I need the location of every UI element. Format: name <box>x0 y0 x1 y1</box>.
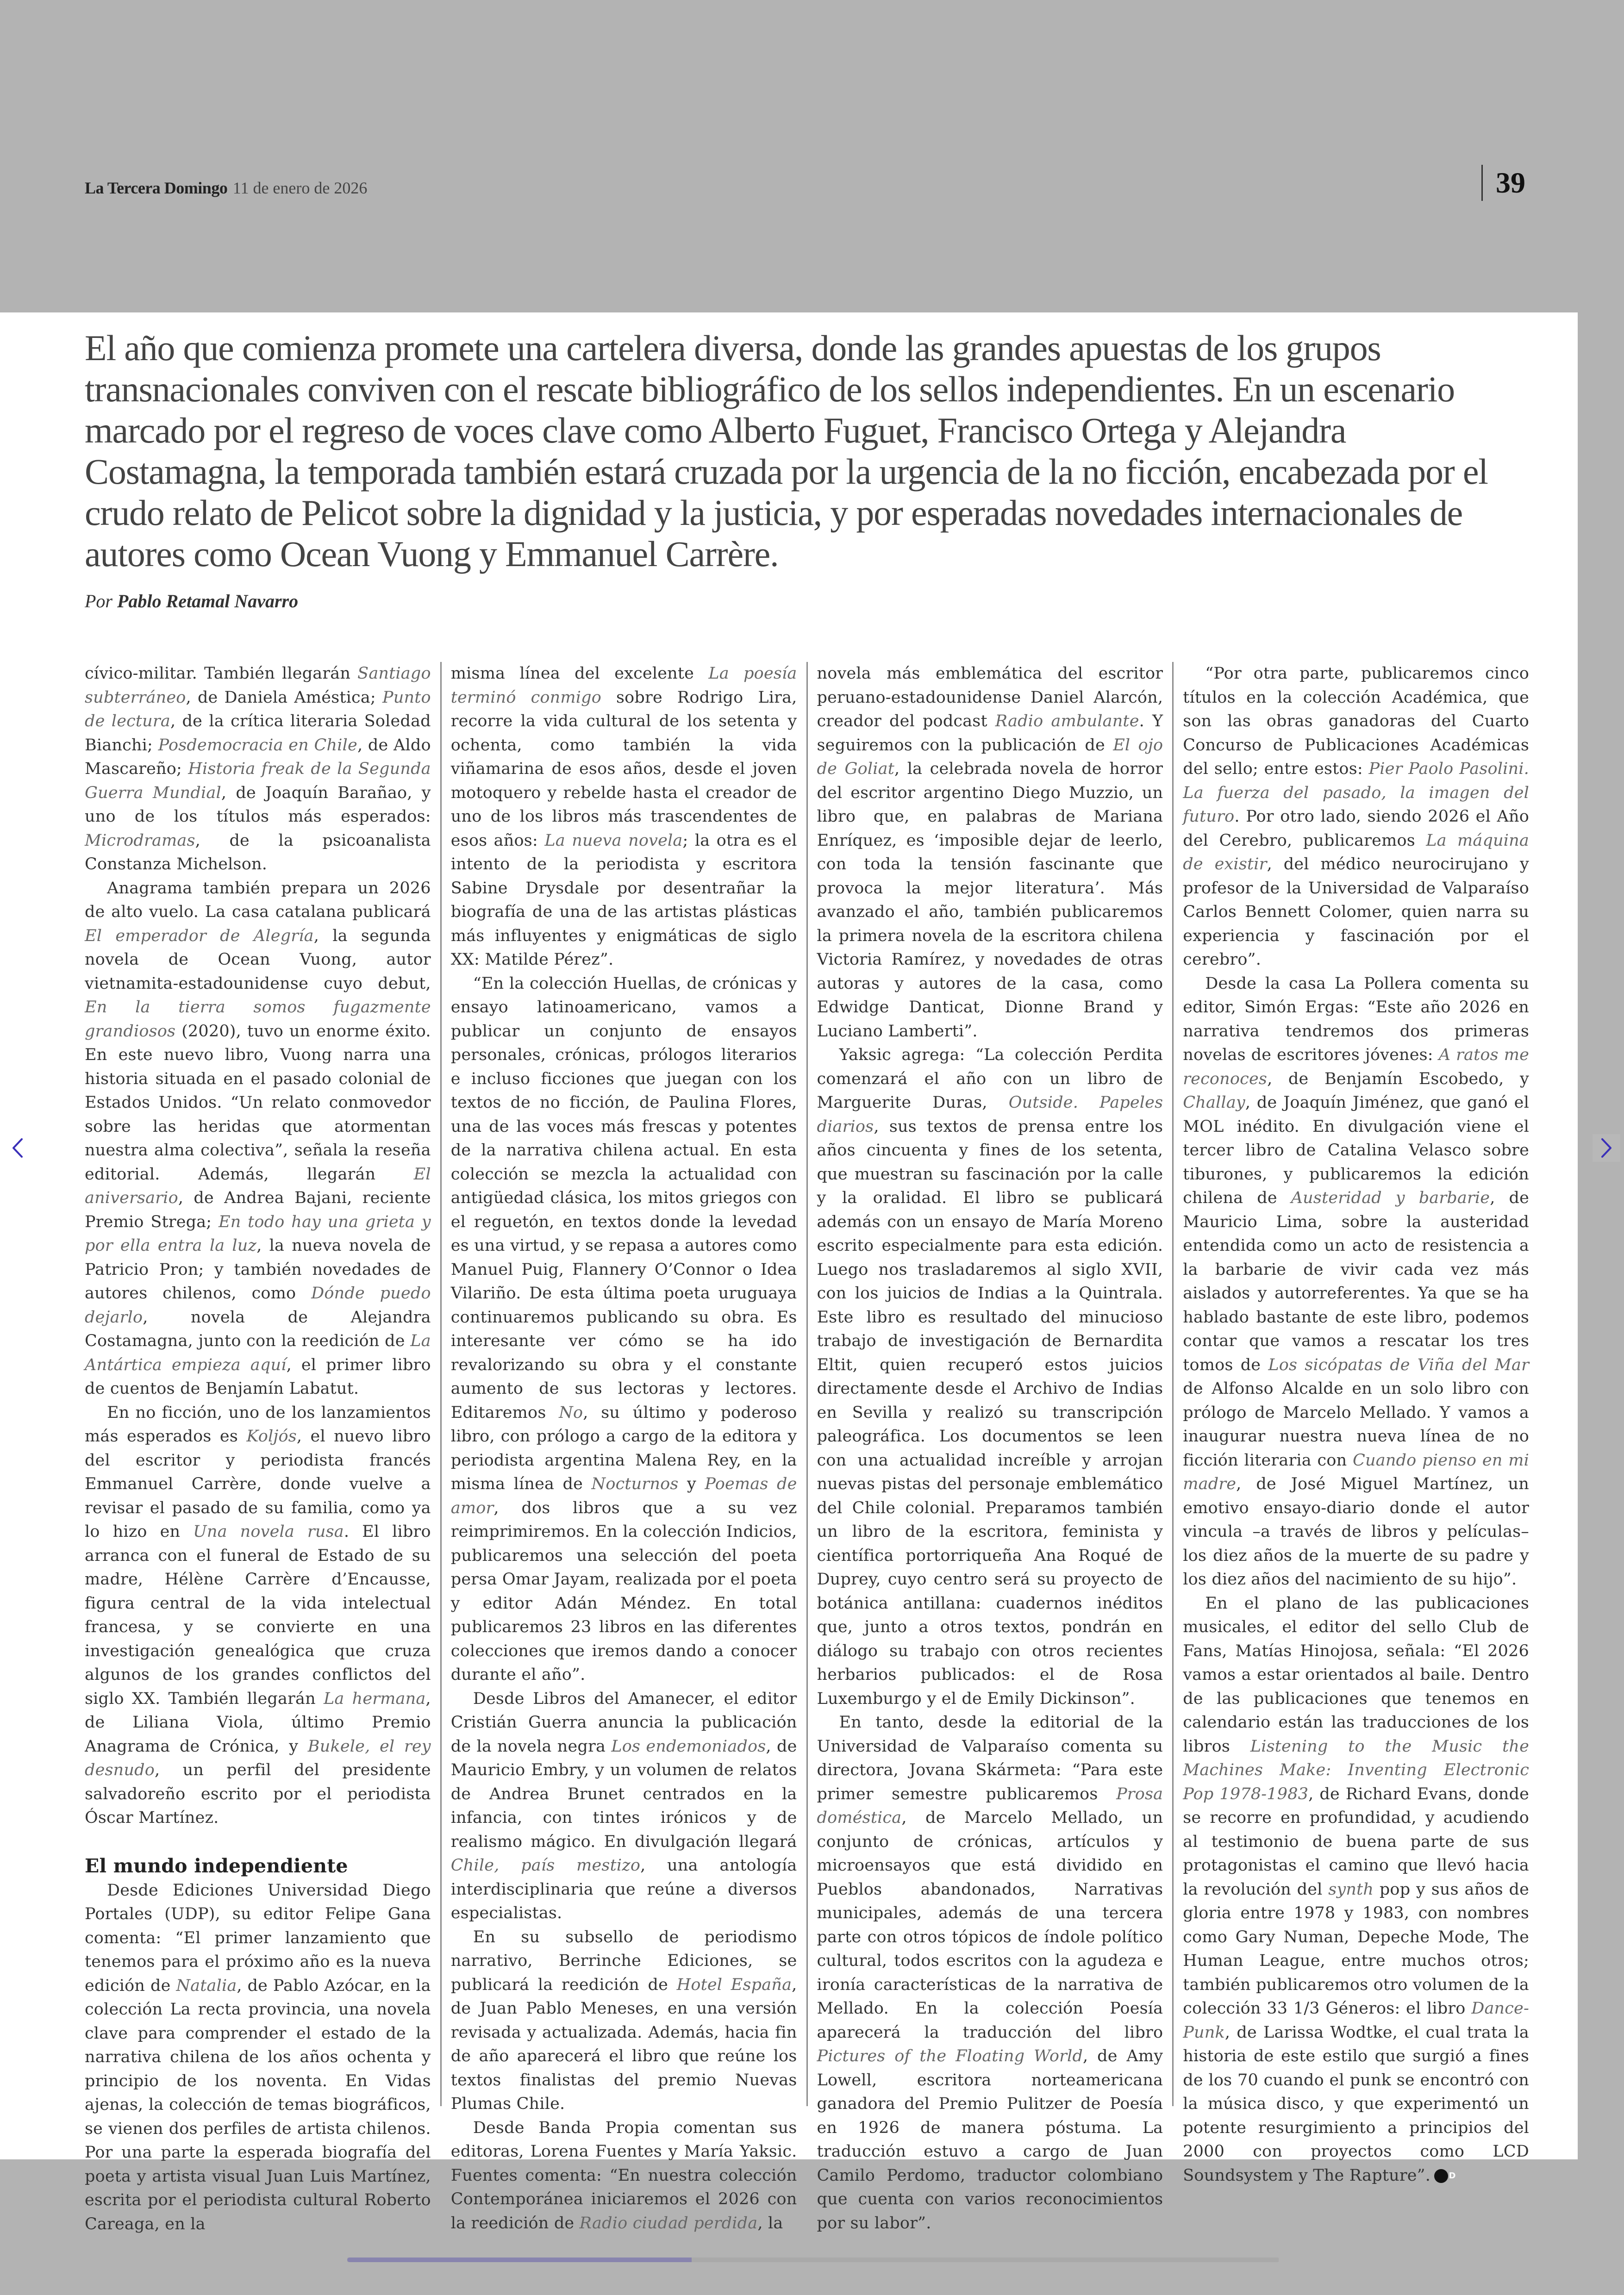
masthead <box>85 178 367 198</box>
paragraph: novela más emblemática del escritor peruano-estadounidense Daniel Alarcón, creador del podcast Radio ambulante. Y seguiremos con la publicación de El ojo de Goliat, la celebrada novela de horror del escritor argentino Diego Muzzio, un libro que, en palabras de Mariana Enríquez, es ‘imposible dejar de leerlo, con toda la tensión fascinante que provoca la mejor literatura’. Más avanzado el año, también publicaremos la primera novela de la escritora chilena Victoria Ramírez, y novedades de otras autoras y autores de la casa, como Edwidge Danticat, Dionne Brand y Luciano Lamberti”. <box>817 664 1163 1041</box>
paragraph: cívico-militar. También llegarán Santiago subterráneo, de Daniela Améstica; Punto de lectura, de la crítica literaria Soledad Bianchi; Posdemocracia en Chile, de Aldo Mascareño; Historia freak de la Segunda Guerra Mundial, de Joaquín Barañao, y uno de los títulos más esperados: Microdramas, de la psicoanalista Constanza Michelson. <box>85 664 431 873</box>
paragraph: Desde la casa La Pollera comenta su editor, Simón Ergas: “Este año 2026 en narrativa tendremos dos primeras novelas de escritores jóvenes: A ratos me reconoces, de Benjamín Escobedo, y Challay, de Joaquín Jiménez, que ganó el MOL inédito. En divulgación viene el tercer libro de Catalina Velasco sobre tiburones, y publicaremos la edición chilena de Austeridad y barbarie, de Mauricio Lima, sobre la austeridad entendida como un acto de resistencia a la barbarie de vivir cada vez más aislados y autorreferentes. Ya que se ha hablado bastante de este libro, podemos contar que vamos a rescatar los tres tomos de Los sicópatas de Viña del Mar de Alfonso Alcalde en un solo libro con prólogo de Marcelo Mellado. Y vamos a inaugurar nuestra nueva línea de no ficción literaria con Cuando pienso en mi madre, de José Miguel Martínez, un emotivo ensayo-diario donde el autor vincula –a través de libros y películas– los diez años de la muerte de su padre y los diez años del nacimiento de su hijo”. <box>1183 974 1530 1589</box>
publication-date: 11 de enero de 2026 <box>232 179 368 197</box>
paragraph: Yaksic agrega: “La colección Perdita comenzará el año con un libro de Marguerite Duras, Outside. Papeles diarios, sus textos de prensa entre los años cincuenta y fines de los setenta, que muestran su fascinación por la calle y la oralidad. El libro se publicará además con un ensayo de María Moreno escrito especialmente para esta edición. Luego nos trasladaremos al siglo XVII, con los juicios de Indias a la Quintrala. Este libro es resultado del minucioso trabajo de investigación de Bernardita Eltit, quien recuperó estos juicios directamente desde el Archivo de Indias en Sevilla y realizó su transcripción paleográfica. Los documentos se leen con una actualidad increíble y arrojan nuevas pistas del personaje emblemático del Chile colonial. Preparamos también un libro de la escritora, feminista y científica portorriqueña Ana Roqué de Duprey, cuyo centro será su proyecto de botánica antillana: cuadernos inéditos que, junto a otros textos, pondrán en diálogo su trabajo con otros recientes herbarios publicados: el de Rosa Luxemburgo y el de Emily Dickinson”. <box>817 1046 1163 1708</box>
paragraph: Desde Banda Propia comentan sus editoras, Lorena Fuentes y María Yaksic. Fuentes comenta: “En nuestra colección Contemporánea iniciaremos el 2026 con la reedición de Radio ciudad perdida, la <box>450 2118 797 2233</box>
paragraph: Anagrama también prepara un 2026 de alto vuelo. La casa catalana publicará El emperador de Alegría, la segunda novela de Ocean Vuong, autor vietnamita-estadounidense cuyo debut, En la tierra somos fugazmente grandiosos (2020), tuvo un enorme éxito. En este nuevo libro, Vuong narra una historia situada en el pasado colonial de Estados Unidos. “Un relato conmovedor sobre las heridas que atormentan nuestra alma colectiva”, señala la reseña editorial. Además, llegarán El aniversario, de Andrea Bajani, reciente Premio Strega; En todo hay una grieta y por ella entra la luz, la nueva novela de Patricio Pron; y también novedades de autores chilenos, como Dónde puedo dejarlo, novela de Alejandra Costamagna, junto con la reedición de La Antártica empieza aquí, el primer libro de cuentos de Benjamín Labatut. <box>85 879 431 1398</box>
chevron-right-icon <box>1599 1137 1613 1159</box>
top-margin <box>0 0 1624 312</box>
column-4 <box>1172 662 1538 2185</box>
page-number: 39 <box>1496 166 1525 199</box>
end-of-article-icon: D <box>1434 2169 1448 2183</box>
column-1 <box>85 662 440 2233</box>
paragraph: En el plano de las publicaciones musicales, el editor del sello Club de Fans, Matías Hinojosa, señala: “El 2026 vamos a estar orientados al baile. Dentro de las publicaciones que tenemos en calendario están las traducciones de los libros Listening to the Music the Machines Make: Inventing Electronic Pop 1978-1983, de Richard Evans, donde se recorre en profundidad, y acudiendo al testimonio de buena parte de sus protagonistas el camino que llevó hacia la revolución del synth pop y sus años de gloria entre 1978 y 1983, con nombres como Gary Numan, Depeche Mode, The Human League, entre muchos otros; también publicaremos otro volumen de la colección 33 1/3 Géneros: el libro Dance-Punk, de Larissa Wodtke, el cual trata la historia de este estilo que surgió a fines de los 70 cuando el punk se encontró con la música disco, y que experimentó un potente resurgimiento a principios del 2000 con proyectos como LCD Soundsystem y The Rapture”. D <box>1183 1594 1529 2185</box>
publication-name: La Tercera Domingo <box>85 179 228 197</box>
article-lede: El año que comienza promete una cartelera diversa, donde las grandes apuestas de los grupos transnacionales conviven con el rescate bibliográfico de los sellos independientes. En un escenario marcado por el regreso de voces clave como Alberto Fuguet, Francisco Ortega y Alejandra Costamagna, la temporada también estará cruzada por la urgencia de la no ficción, encabezada por el crudo relato de Pelicot sobre la dignidad y la justicia, y por esperadas novedades internacionales de autores como Ocean Vuong y Emmanuel Carrère. <box>85 328 1488 574</box>
column-2 <box>440 662 806 2233</box>
previous-page-button[interactable] <box>4 1134 31 1162</box>
chevron-left-icon <box>11 1137 25 1159</box>
paragraph: misma línea del excelente La poesía terminó conmigo sobre Rodrigo Lira, recorre la vida cultural de los setenta y ochenta, como también la vida viñamarina de esos años, desde el joven motoquero y rebelde hasta el creador de uno de los libros más trascendentes de esos años: La nueva novela; la otra es el intento de la periodista y escritora Sabine Drysdale por desentrañar la biografía de una de las artistas plásticas más influyentes y enigmáticas de siglo XX: Matilde Pérez”. <box>450 664 797 969</box>
byline-prefix: Por <box>85 591 112 611</box>
paragraph: Desde Ediciones Universidad Diego Portales (UDP), su editor Felipe Gana comenta: “El primer lanzamiento que tenemos para el próximo año es la nueva edición de Natalia, de Pablo Azócar, en la colección La recta provincia, una novela clave para comprender el estado de la narrativa chilena de los años ochenta y principio de los noventa. En Vidas ajenas, la colección de temas biográficos, se vienen dos perfiles de artista chilenos. Por una parte la esperada biografía del poeta y artista visual Juan Luis Martínez, escrita por el periodista cultural Roberto Careaga, en la <box>85 1881 431 2233</box>
byline-author: Pablo Retamal Navarro <box>117 591 299 611</box>
page-number-block <box>1481 164 1525 201</box>
page-number-divider <box>1481 165 1483 201</box>
paragraph: En tanto, desde la editorial de la Universidad de Valparaíso comenta su directora, Jovana Skármeta: “Para este primer semestre publicaremos Prosa doméstica, de Marcelo Mellado, un conjunto de crónicas, artículos y microensayos que está dividido en Pueblos abandonados, Narrativas municipales, además de una tercera parte con otros tópicos de índole político cultural, todos escritos con la agudeza e ironía características de la narrativa de Mellado. En la colección Poesía aparecerá la traducción del libro Pictures of the Floating World, de Amy Lowell, escritora norteamericana ganadora del Premio Pulitzer de Poesía en 1926 de manera póstuma. La traducción estuvo a cargo de Juan Camilo Perdomo, traductor colombiano que cuenta con varios reconocimientos por su labor”. <box>817 1713 1163 2233</box>
paragraph: En su subsello de periodismo narrativo, Berrinche Ediciones, se publicará la reedición de Hotel España, de Juan Pablo Meneses, en una versión revisada y actualizada. Además, hacia fin de año aparecerá el libro que reúne los textos finalistas del premio Nuevas Plumas Chile. <box>450 1927 797 2113</box>
next-page-button[interactable] <box>1593 1134 1620 1162</box>
reading-progress-fill <box>347 2258 692 2262</box>
byline <box>85 590 298 612</box>
paragraph: En no ficción, uno de los lanzamientos más esperados es Koljós, el nuevo libro del escritor y periodista francés Emmanuel Carrère, donde vuelve a revisar el pasado de su familia, como ya lo hizo en Una novela rusa. El libro arranca con el funeral de Estado de su madre, Hélène Carrère d’Encausse, figura central de la vida intelectual francesa, y se convierte en una investigación genealógica que cruza algunos de los grandes conflictos del siglo XX. También llegarán La hermana, de Liliana Viola, último Premio Anagrama de Crónica, y Bukele, el rey desnudo, un perfil del presidente salvadoreño escrito por el periodista Óscar Martínez. <box>85 1403 431 1827</box>
section-subheading: El mundo independiente <box>85 1854 348 1877</box>
page-sheet <box>0 312 1578 2233</box>
paragraph: “En la colección Huellas, de crónicas y ensayo latinoamericano, vamos a publicar un conjunto de ensayos personales, crónicas, prólogos literarios e incluso ficciones que juegan con los textos de no ficción, de Paulina Flores, una de las voces más frescas y potentes de la narrativa chilena actual. En esta colección se mezcla la actualidad con antigüedad clásica, los mitos griegos con el reguetón, en textos donde la levedad es una virtud, y se repasa a autores como Manuel Puig, Flannery O’Connor o Idea Vilariño. De esta última poeta uruguaya continuaremos publicando su obra. Es interesante ver cómo se ha ido revalorizando su obra y el constante aumento de sus lectoras y lectores. Editaremos No, su último y poderoso libro, con prólogo a cargo de la editora y periodista argentina Malena Rey, en la misma línea de Nocturnos y Poemas de amor, dos libros que a su vez reimprimiremos. En la colección Indicios, publicaremos una selección del poeta persa Omar Jayam, realizada por el poeta y editor Adán Méndez. En total publicaremos 23 libros en las diferentes colecciones que iremos dando a conocer durante el año”. <box>450 974 797 1684</box>
paragraph: Desde Libros del Amanecer, el editor Cristián Guerra anuncia la publicación de la novela negra Los endemoniados, de Mauricio Embry, y un volumen de relatos de Andrea Brunet centrados en la infancia, con tintes irónicos y de realismo mágico. En divulgación llegará Chile, país mestizo, una antología interdisciplinaria que reúne a diversos especialistas. <box>450 1689 797 1922</box>
paragraph: “Por otra parte, publicaremos cinco títulos en la colección Académica, que son las obras ganadoras del Cuarto Concurso de Publicaciones Académicas del sello; entre estos: Pier Paolo Pasolini. La fuerza del pasado, la imagen del futuro. Por otro lado, siendo 2026 el Año del Cerebro, publicaremos La máquina de existir, del médico neurocirujano y profesor de la Universidad de Valparaíso Carlos Bennett Colomer, quien narra su experiencia y fascinación por el cerebro”. <box>1183 664 1530 969</box>
article-body <box>85 662 1538 2233</box>
column-3 <box>806 662 1173 2233</box>
reading-progress-bar[interactable] <box>347 2258 1279 2262</box>
